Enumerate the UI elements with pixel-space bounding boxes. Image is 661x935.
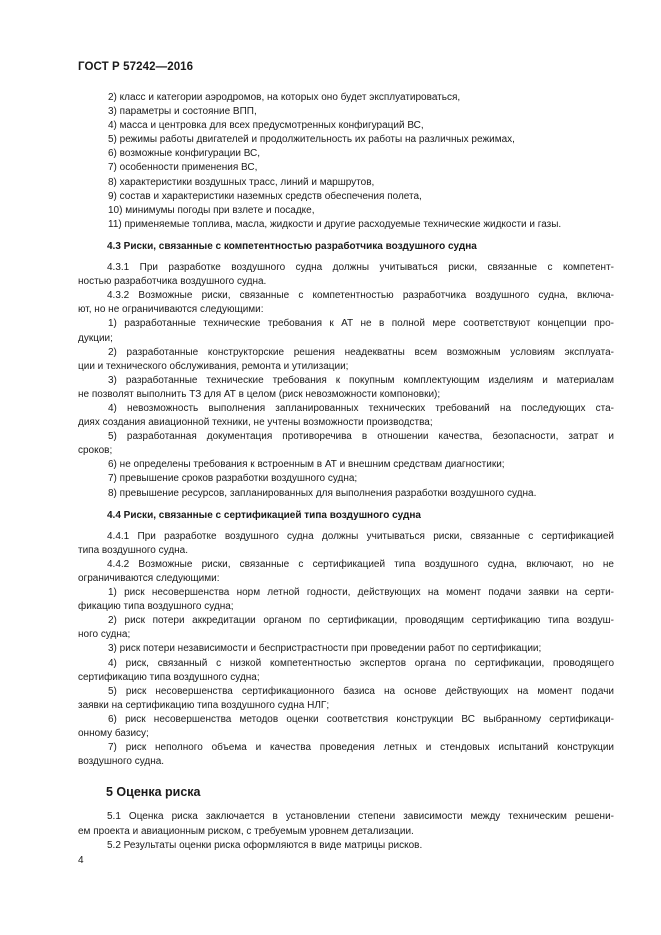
text-line: 4) масса и центровка для всех предусмотренных конфигураций ВС, [108, 120, 424, 132]
text-line: 6) возможные конфигурации ВС, [108, 148, 261, 160]
document-body [78, 91, 614, 853]
text-line: 4.3.2 Возможные риски, связанные с компетентностью разработчика воздушного судна, включа- [107, 290, 614, 302]
text-line: 5.2 Результаты оценки риска оформляются в виде матрицы рисков. [107, 839, 423, 851]
text-line: ограничиваются следующими: [78, 573, 220, 584]
text-line: 1) риск несовершенства норм летной годности, действующих на момент подачи заявки на серти- [108, 587, 614, 599]
text-line: ного судна; [78, 629, 131, 641]
section-4-3-heading: 4.3 Риски, связанные с компетентностью разработчика воздушного судна [107, 240, 477, 252]
text-line: 7) особенности применения ВС, [108, 162, 258, 174]
text-line: онному базису; [78, 728, 149, 740]
text-line: 4) риск, связанный с низкой компетентностью экспертов органа по сертификации, проводящего [108, 657, 614, 669]
text-line: 3) разработанные технические требования к покупным комплектующим изделиям и материалам [108, 374, 614, 386]
text-line: 3) параметры и состояние ВПП, [108, 106, 257, 118]
document-header: ГОСТ Р 57242—2016 [78, 61, 194, 73]
section-4-4-body [78, 530, 614, 770]
text-line: 10) минимумы погоды при взлете и посадке, [108, 204, 315, 216]
text-line: ют, но не ограничиваются следующими: [78, 304, 264, 316]
section-5-body [78, 810, 614, 852]
text-line: ции и технического обслуживания, ремонта и утилизации; [78, 360, 349, 372]
text-line: 5.1 Оценка риска заключается в установлении степени зависимости между техническим решени- [107, 811, 614, 823]
text-line: 5) режимы работы двигателей и продолжительность их работы на различных режимах, [108, 134, 515, 146]
text-line: 4.3.1 При разработке воздушного судна должны учитываться риски, связанные с компетент- [107, 262, 614, 274]
text-line: ностью разработчика воздушного судна. [78, 276, 267, 288]
text-line: 4.4.2 Возможные риски, связанные с сертификацией типа воздушного судна, включают, но не [107, 558, 614, 570]
text-line: 2) класс и категории аэродромов, на которых оно будет эксплуатироваться, [108, 92, 461, 103]
text-line: 4.4.1 При разработке воздушного судна должны учитываться риски, связанные с сертификацией [107, 530, 614, 542]
text-line: 9) состав и характеристики наземных средств обеспечения полета, [108, 190, 422, 202]
page-number: 4 [78, 855, 84, 866]
text-line: 8) превышение ресурсов, запланированных для выполнения разработки воздушного судна. [108, 487, 537, 499]
text-line: 6) риск несовершенства методов оценки соответствия конструкции ВС выбранному сертификаци- [108, 713, 614, 725]
text-line: 6) не определены требования к встроенным в АТ и внешним средствам диагностики; [108, 459, 505, 471]
text-line: 7) риск неполного объема и качества проведения летных и стендовых испытаний конструкции [108, 742, 614, 754]
text-line: сроков; [78, 445, 113, 457]
text-line: заявки на сертификацию типа воздушного судна НЛГ; [78, 699, 330, 711]
text-line: диях создания авиационной техники, не учтены возможности производства; [78, 417, 433, 429]
text-line: типа воздушного судна. [78, 544, 189, 556]
text-line: 3) риск потери независимости и беспристрастности при проведении работ по сертификации; [108, 643, 542, 655]
text-line: сертификацию типа воздушного судна; [78, 671, 260, 683]
text-line: не позволят выполнить ТЗ для АТ в целом (риск невозможности компоновки); [78, 388, 441, 400]
text-line: дукции; [78, 332, 113, 344]
text-line: 2) разработанные конструкторские решения неадекватны всем возможным условиям эксплуата- [108, 346, 614, 358]
section-4-3-body [78, 261, 614, 501]
text-line: 1) разработанные технические требования к АТ не в полной мере соответствуют концепции про- [108, 318, 614, 330]
text-line: ем проекта и авиационным риском, с требуемым уровнем детализации. [78, 825, 414, 837]
section-4-4-heading: 4.4 Риски, связанные с сертификацией типа воздушного судна [107, 509, 421, 521]
text-line: 5) разработанная документация противоречива в отношении качества, безопасности, затрат и [108, 431, 614, 443]
list-conditions [78, 91, 614, 232]
text-line: 2) риск потери аккредитации органом по сертификации, проводящим сертификацию типа воздуш- [108, 615, 614, 627]
section-5-heading: 5 Оценка риска [106, 785, 201, 800]
text-line: 7) превышение сроков разработки воздушного судна; [108, 473, 358, 485]
text-line: фикацию типа воздушного судна; [78, 601, 234, 613]
text-line: 8) характеристики воздушных трасс, линий и маршрутов, [108, 176, 375, 188]
text-line: 4) невозможность выполнения запланированных технических требований на последующих ста- [108, 402, 614, 414]
text-line: 5) риск несовершенства сертификационного базиса на основе действующих на момент подачи [108, 685, 614, 697]
text-line: 11) применяемые топлива, масла, жидкости и другие расходуемые технические жидкости и газы. [108, 218, 562, 230]
text-line: воздушного судна. [78, 756, 165, 768]
